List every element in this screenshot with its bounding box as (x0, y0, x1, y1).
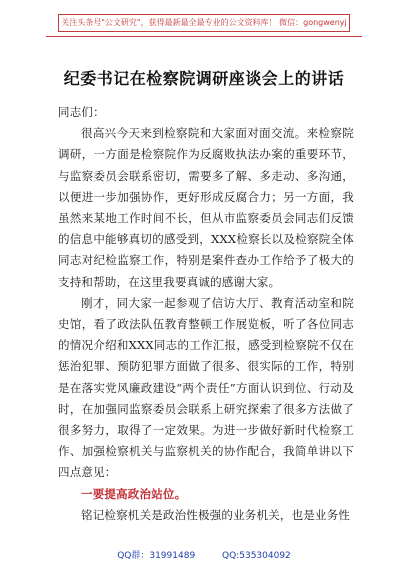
document-body (58, 102, 354, 526)
document-title: 纪委书记在检察院调研座谈会上的讲话 (63, 69, 345, 88)
salutation: 同志们： (58, 105, 105, 119)
header-divider (46, 36, 362, 37)
qq-group-label: QQ群：31991489 (117, 551, 196, 561)
page-footer (0, 548, 408, 561)
paragraph: 刚才，同大家一起参观了信访大厅、教育活动室和院史馆，看了政法队伍教育整顿工作展览板，听了各位同志的情况介绍和XXX同志的工作汇报，感受到检察院不仅在惩治犯罪、预防犯罪方面做了很多、很实际的工作，特别是在落实党风廉政建设“两个责任”方面认识到位、行动及时，在加强同监察委员会联系上研究探索了很多方法做了很多努力，取得了一定效果。为进一步做好新时代检察工作、加强检察机关与监察机关的协作配合，我简单讲以下四点意见： (58, 295, 354, 480)
paragraph: 铭记检察机关是政治性极强的业务机关，也是业务性 (81, 507, 351, 522)
qq-label: QQ:535304092 (222, 551, 291, 561)
paragraph: 很高兴今天来到检察院和大家面对面交流。来检察院调研，一方面是检察院作为反腐败执法办案的重要环节，与监察委员会联系密切，需要多了解、多走动、多沟通，以便进一步加强协作，更好形成反腐合力；另一方面，我虽然来某地工作时间不长，但从市监察委员会同志们反馈的信息中能够真切的感受到，XXX检察长以及检察院全体同志对纪检监察工作，特别是案件查办工作给予了极大的支持和帮助，在这里我要真诚的感谢大家。 (58, 126, 354, 289)
section-heading: 一要提高政治站位。 (81, 486, 187, 501)
promo-banner: 关注头条号"公文研究"，获得最新最全最专业的公文资料库！ 微信：gongwenyj (58, 14, 350, 32)
